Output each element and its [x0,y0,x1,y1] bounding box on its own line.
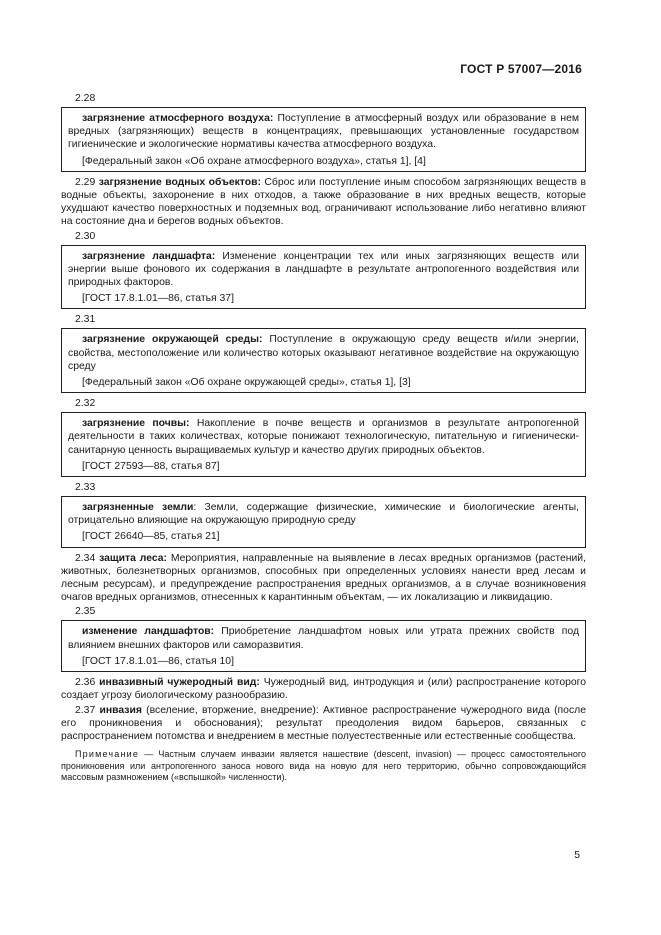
entry-number: 2.37 [75,704,96,716]
note-label: Примечание [75,749,140,760]
definition-text: (вселение, вторжение, внедрение): Активное распространение чужеродного вида (после его проникновения и обоснования); результат преодоления видом барьеров, связанных с распространением потомства и внедрением в местные полуестественные или естественные сообщества. [61,704,586,742]
entry-number: 2.29 [75,176,96,188]
term-paragraph [61,552,586,605]
term-definition [68,333,579,373]
term-box [61,496,586,548]
term: загрязнение почвы: [82,418,190,430]
term-box [61,412,586,477]
definition-text: Чужеродный вид, интродукция и (или) распространение которого создает угрозу биологическому разнообразию. [61,677,587,702]
term-box [61,245,586,310]
definition-text: Изменение концентрации тех или иных загрязняющих веществ или энергии выше фонового их содержания в ландшафте в результате антропогенного воздействия или природных факторов. [68,250,579,289]
definition-text: Мероприятия, направленные на выявление в лесах вредных организмов (растений, животных, болезнетворных организмов, способных при определенных условиях нанести вред лесам и лесным ресурсам), и предупреждение распространения вредных организмов, а в случае возникновения очагов вредных организмов, отнесенных к карантинным объектам, — их локализацию и ликвидацию. [61,552,586,604]
entry-number: 2.34 [75,552,96,564]
document-id-header: ГОСТ Р 57007—2016 [460,62,582,76]
term-definition [68,417,579,457]
definition-text: Сброс или поступление иным способом загрязняющих веществ в водные объекты, захоронение в них отходов, а также образование в них вредных веществ, которые ухудшают качество поверхностных и подземных вод, ограничивают использование либо негативно влияют на состояние дна и берегов водных объектов. [61,176,587,228]
term-source: [ГОСТ 17.8.1.01—86, статья 10] [82,655,234,667]
entry-number: 2.30 [75,230,96,242]
definition-text: : Земли, содержащие физические, химические и биологические агенты, отрицательно влияющие на окружающую природную среду [68,502,579,527]
term-definition [68,625,579,651]
term-paragraph [61,704,586,744]
term-source: [Федеральный закон «Об охране атмосферного воздуха», статья 1], [4] [82,155,426,167]
note [61,749,586,784]
term-definition [68,501,579,527]
term-box [61,107,586,172]
page-number: 5 [574,850,580,861]
entry-number: 2.28 [75,93,96,104]
term: изменение ландшафтов: [82,626,215,638]
term-source: [ГОСТ 27593—88, статья 87] [82,460,220,472]
definition-text: Накопление в почве веществ и организмов в результате антропогенной деятельности в таких количествах, которые понижают технологическую, питательную и гигиенически-санитарную ценность выращиваемых культур и качество других природных объектов. [68,418,580,456]
page-content [61,92,586,784]
term: загрязненные земли [82,502,194,514]
term-definition [68,250,579,290]
term: загрязнение водных объектов: [98,176,261,188]
term: загрязнение атмосферного воздуха: [82,113,274,124]
term-source: [Федеральный закон «Об охране окружающей среды», статья 1], [3] [82,377,411,389]
entry-number: 2.35 [75,606,96,618]
term-source: [ГОСТ 26640—85, статья 21] [82,531,220,543]
definition-text: Поступление в окружающую среду веществ и/или энергии, свойства, местоположение или количество которых оказывают негативное воздействие на окружающую среду [68,334,580,372]
term-source: [ГОСТ 17.8.1.01—86, статья 37] [82,293,234,305]
term: защита леса: [99,552,167,564]
term: загрязнение ландшафта: [82,250,216,262]
entry-number: 2.36 [75,677,96,689]
entry-number: 2.33 [75,482,96,494]
term: инвазия [99,704,142,716]
term-box [61,328,586,393]
note-text: — Частным случаем инвазии является нашествие (descent, invasion) — процесс самостоятельного проникновения или антропогенного заноса нового вида на новую для него территорию, обычно сопровождающийся массовым размножением («вспышкой» численности). [61,749,586,783]
term-paragraph [61,176,586,229]
term-definition [68,112,579,152]
term: загрязнение окружающей среды: [82,334,263,346]
entry-number: 2.31 [75,314,96,326]
term: инвазивный чужеродный вид: [99,677,260,689]
definition-text: Приобретение ландшафтом новых или утрата прежних свойств под влиянием внешних факторов или саморазвития. [68,626,580,651]
entry-number: 2.32 [75,398,96,410]
definition-text: Поступление в атмосферный воздух или образование в нем вредных (загрязняющих) веществ в концентрациях, превышающих установленные государством гигиенические и экологические нормативы качества атмосферного воздуха. [68,113,580,151]
term-paragraph [61,676,586,702]
term-box [61,620,586,672]
